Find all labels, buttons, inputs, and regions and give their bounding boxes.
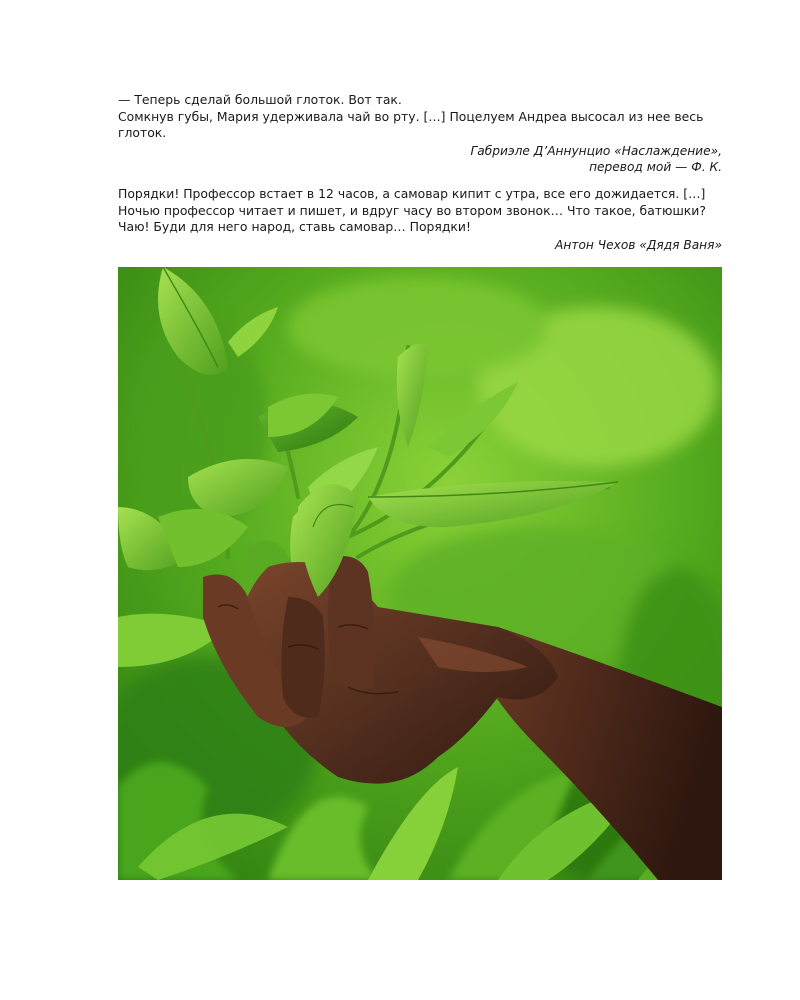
quote-line: Сомкнув губы, Мария удерживала чай во рту. […] Поцелуем Андреа высосал из нее весь [118, 108, 704, 124]
quote-line: Порядки! Профессор встает в 12 часов, а самовар кипит с утра, все его дожидается. […] [118, 186, 706, 201]
quote-line: Чаю! Буди для него народ, ставь самовар… Порядки! [118, 219, 471, 235]
tea-leaves-photo [118, 267, 722, 880]
tea-photo-illustration [118, 267, 722, 880]
epigraph-dannunzio [118, 92, 722, 176]
attribution-line: Габриэле Д’Аннунцио «Наслаждение», [470, 143, 722, 158]
quote-attribution [118, 237, 722, 254]
attribution-line: Антон Чехов «Дядя Ваня» [555, 237, 722, 252]
epigraph-chekhov [118, 186, 722, 253]
quote-line: глоток. [118, 125, 167, 141]
quote-attribution [118, 143, 722, 176]
quote-line: — Теперь сделай большой глоток. Вот так. [118, 92, 402, 107]
attribution-line: перевод мой — Ф. К. [589, 160, 722, 175]
quote-line: Ночью профессор читает и пишет, и вдруг часу во втором звонок… Что такое, батюшки? [118, 202, 706, 218]
